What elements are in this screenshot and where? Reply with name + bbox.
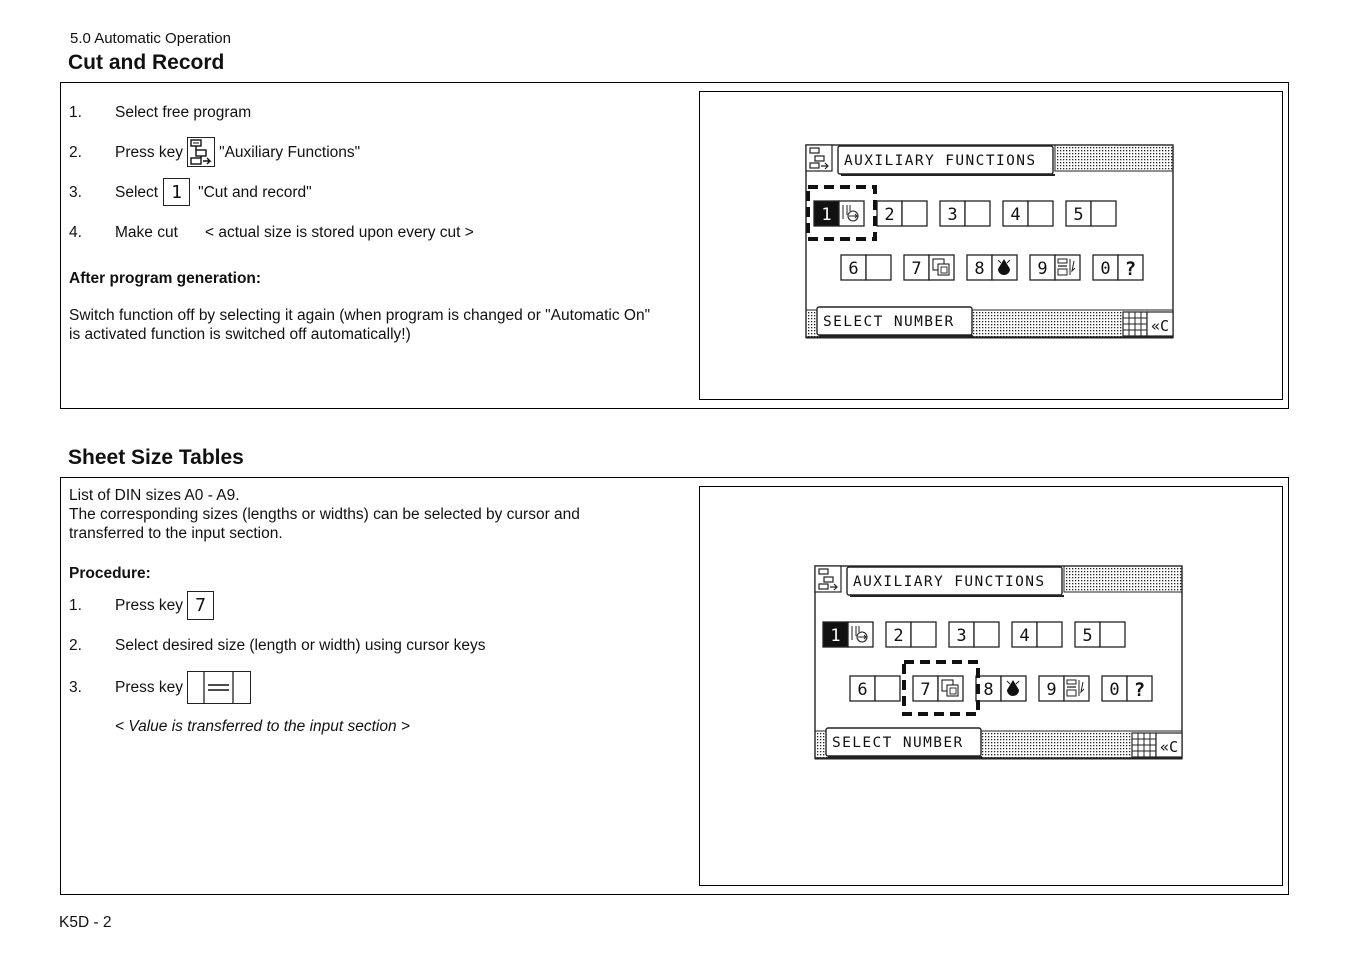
step-4: 4. Make cut < actual size is stored upon every cut >	[69, 223, 474, 241]
grid-icon	[1123, 312, 1147, 336]
auxiliary-functions-icon	[806, 145, 832, 171]
step-text: Press key	[115, 143, 184, 161]
svg-text:«C: «C	[1159, 738, 1179, 756]
function-key-6	[850, 676, 900, 701]
grid-icon	[1132, 733, 1156, 757]
intro-line-3: transferred to the input section.	[69, 525, 283, 542]
section-title-cut-and-record: Cut and Record	[68, 51, 225, 74]
function-key-8	[976, 676, 1026, 701]
enter-key-icon	[187, 671, 251, 704]
svg-text:?: ?	[1124, 258, 1137, 280]
step-3: 3. Select 1 "Cut and record"	[69, 177, 312, 207]
screen-title: AUXILIARY FUNCTIONS	[853, 574, 1046, 590]
svg-text:2: 2	[893, 626, 904, 646]
lcd-display	[814, 565, 1184, 761]
svg-text:?: ?	[1133, 679, 1146, 701]
step-1: 1. Select free program	[69, 103, 252, 121]
function-key-5	[1066, 201, 1116, 226]
function-key-4	[1012, 622, 1062, 647]
lcd-display	[805, 144, 1175, 340]
step-2: 2. Select desired size (length or width) using cursor keys	[69, 636, 486, 654]
function-key-3	[949, 622, 999, 647]
key-7-icon: 7	[187, 591, 214, 620]
procedure-heading: Procedure:	[69, 565, 151, 582]
screen-footer: SELECT NUMBER	[823, 314, 955, 330]
svg-text:6: 6	[857, 680, 868, 700]
step-2: 2. Press key "Auxiliary Functions"	[69, 137, 360, 167]
section-title-sheet-size-tables: Sheet Size Tables	[68, 446, 244, 469]
sheet-size-tables-box	[60, 477, 1289, 895]
step-text: Select desired size (length or width) using cursor keys	[115, 636, 486, 654]
svg-text:0: 0	[1100, 259, 1111, 279]
function-key-4	[1003, 201, 1053, 226]
key-1-icon: 1	[163, 178, 190, 206]
svg-text:7: 7	[920, 680, 931, 700]
function-key-1	[823, 622, 873, 647]
step-text: "Cut and record"	[198, 183, 312, 201]
function-key-9	[1039, 676, 1089, 701]
step-3: 3. Press key	[69, 670, 255, 704]
screen-panel-1	[699, 91, 1283, 400]
function-key-5	[1075, 622, 1125, 647]
function-key-0	[1102, 676, 1152, 701]
svg-text:8: 8	[983, 680, 994, 700]
function-key-6	[841, 255, 891, 280]
screen-footer: SELECT NUMBER	[832, 735, 964, 751]
svg-text:2: 2	[884, 205, 895, 225]
function-key-7	[904, 255, 954, 280]
screen-title: AUXILIARY FUNCTIONS	[844, 153, 1037, 169]
value-transfer-note: < Value is transferred to the input section >	[115, 718, 410, 735]
auxiliary-functions-key-icon	[187, 137, 215, 167]
function-key-7	[913, 676, 963, 701]
intro-line-1: List of DIN sizes A0 - A9.	[69, 487, 240, 504]
step-text: Press key	[115, 596, 184, 614]
svg-text:3: 3	[956, 626, 967, 646]
svg-text:7: 7	[911, 259, 922, 279]
svg-text:9: 9	[1037, 259, 1048, 279]
step-text: Select free program	[115, 103, 252, 121]
svg-text:5: 5	[1073, 205, 1084, 225]
svg-text:9: 9	[1046, 680, 1057, 700]
function-key-0	[1093, 255, 1143, 280]
function-key-2	[886, 622, 936, 647]
svg-text:1: 1	[821, 205, 832, 225]
svg-text:3: 3	[947, 205, 958, 225]
screen-panel-2	[699, 486, 1283, 886]
step-text: Select	[115, 183, 159, 201]
after-program-paragraph: Switch function off by selecting it again (when program is changed or "Automatic On" is activated function is switched off automatically!)	[69, 307, 651, 343]
clear-icon	[1156, 733, 1182, 757]
svg-text:1: 1	[830, 626, 841, 646]
function-key-1	[814, 201, 864, 226]
step-text: Press key	[115, 678, 184, 696]
function-key-9	[1030, 255, 1080, 280]
svg-text:8: 8	[974, 259, 985, 279]
svg-text:«C: «C	[1150, 317, 1170, 335]
function-key-8	[967, 255, 1017, 280]
step-note: < actual size is stored upon every cut >	[205, 223, 474, 241]
svg-text:4: 4	[1019, 626, 1030, 646]
step-text: Make cut	[115, 223, 178, 241]
clear-icon	[1147, 312, 1173, 336]
page-number: K5D - 2	[59, 914, 112, 931]
svg-text:6: 6	[848, 259, 859, 279]
function-key-3	[940, 201, 990, 226]
chapter-label: 5.0 Automatic Operation	[70, 30, 231, 47]
svg-text:0: 0	[1109, 680, 1120, 700]
auxiliary-functions-icon	[815, 566, 841, 592]
function-key-2	[877, 201, 927, 226]
cut-and-record-box	[60, 82, 1289, 409]
intro-line-2: The corresponding sizes (lengths or widths) can be selected by cursor and	[69, 506, 580, 523]
after-program-heading: After program generation:	[69, 270, 262, 287]
auxiliary-functions-screen	[814, 565, 1184, 761]
step-1: 1. Press key 7	[69, 590, 218, 620]
svg-text:5: 5	[1082, 626, 1093, 646]
auxiliary-functions-screen	[805, 144, 1175, 340]
step-text: "Auxiliary Functions"	[219, 143, 361, 161]
svg-text:4: 4	[1010, 205, 1021, 225]
